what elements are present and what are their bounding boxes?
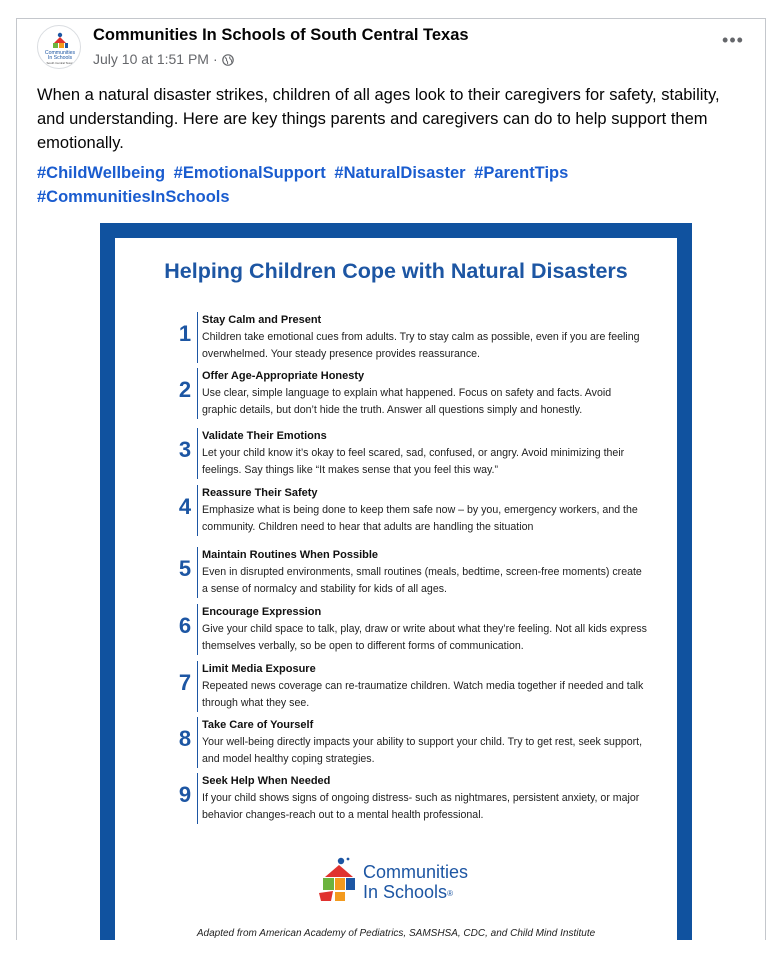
tip-content: [197, 604, 647, 655]
tip-content: [197, 428, 647, 479]
registered-mark: ®: [447, 888, 453, 898]
tip-item: [175, 312, 645, 358]
tip-item: [175, 717, 645, 763]
tip-text: Your well-being directly impacts your ability to support your child. Try to get rest, seek support, and model healthy coping strategies.: [202, 736, 643, 765]
tip-item: [175, 773, 645, 819]
tip-heading: Limit Media Exposure: [202, 663, 316, 675]
cis-house-icon: [315, 855, 361, 905]
hashtag-link[interactable]: #CommunitiesInSchools: [37, 188, 230, 206]
hashtag-list: [37, 161, 747, 209]
tip-text: Children take emotional cues from adults. Try to stay calm as possible, even if you are feeling overwhelmed. Your steady presence provides reassurance.: [202, 331, 640, 360]
tip-text: Emphasize what is being done to keep them safe now – by you, emergency workers, and the community. Children need to hear that adults are handling the situation: [202, 504, 638, 533]
svg-text:In Schools: In Schools: [47, 55, 73, 61]
infographic-panel: [115, 238, 677, 940]
tip-item: [175, 604, 645, 650]
more-options-button[interactable]: •••: [722, 30, 744, 50]
post-image[interactable]: [100, 223, 692, 940]
post-card: [16, 18, 766, 940]
post-header: [17, 19, 765, 81]
globe-icon[interactable]: [222, 53, 234, 65]
tip-heading: Take Care of Yourself: [202, 719, 314, 731]
page-name-link[interactable]: Communities In Schools of South Central Texas: [93, 26, 469, 44]
hashtag-link[interactable]: #EmotionalSupport: [173, 164, 326, 182]
post-meta: [93, 51, 234, 67]
post-text: When a natural disaster strikes, children of all ages look to their caregivers for safety, stability, and understanding. Here are key things parents and caregivers can do to help support them emotionally.: [37, 86, 720, 152]
post-timestamp[interactable]: July 10 at 1:51 PM: [93, 51, 209, 67]
tip-heading: Offer Age-Appropriate Honesty: [202, 370, 365, 382]
tip-item: [175, 428, 645, 474]
tip-content: [197, 485, 647, 536]
cis-logo-line2: In Schools®: [363, 882, 453, 902]
infographic-source: Adapted from American Academy of Pediatrics, SAMSHSA, CDC, and Child Mind Institute: [196, 928, 596, 939]
tip-text: Repeated news coverage can re-traumatize children. Watch media together if needed and talk through what they see.: [202, 680, 644, 709]
tip-number: 5: [178, 556, 192, 581]
svg-text:South Central Texas: South Central Texas: [46, 61, 74, 65]
infographic-title: Helping Children Cope with Natural Disasters: [164, 259, 628, 283]
tip-text: Use clear, simple language to explain what happened. Focus on safety and facts. Avoid graphic details, but don’t hide the truth. Answer all questions simply and honestly.: [202, 387, 612, 416]
tip-number: 6: [178, 613, 192, 638]
cis-logo-icon: [38, 26, 81, 69]
tip-heading: Maintain Routines When Possible: [202, 549, 379, 561]
tip-number: 4: [178, 494, 192, 519]
tip-content: [197, 547, 647, 598]
tip-heading: Encourage Expression: [202, 606, 322, 618]
tip-item: [175, 547, 645, 593]
tip-number: 3: [178, 437, 192, 462]
tip-item: [175, 661, 645, 707]
tip-heading: Validate Their Emotions: [202, 430, 327, 442]
svg-text:Communities: Communities: [44, 50, 76, 56]
tip-content: [197, 773, 647, 824]
tip-number: 2: [178, 377, 192, 402]
tip-text: If your child shows signs of ongoing distress- such as nightmares, persistent anxiety, or major behavior changes-reach out to a mental health professional.: [202, 792, 640, 821]
tip-heading: Stay Calm and Present: [202, 314, 322, 326]
tip-number: 7: [178, 670, 192, 695]
page-avatar[interactable]: [37, 25, 81, 69]
tip-number: 8: [178, 726, 192, 751]
tip-number: 9: [178, 782, 192, 807]
tip-heading: Seek Help When Needed: [202, 775, 331, 787]
cis-logo: [315, 855, 485, 911]
cis-logo-line1: Communities: [363, 862, 469, 882]
meta-separator: ·: [212, 51, 218, 67]
hashtag-link[interactable]: #ChildWellbeing: [37, 164, 166, 182]
tip-content: [197, 661, 647, 712]
tip-heading: Reassure Their Safety: [202, 487, 318, 499]
hashtag-link[interactable]: #ParentTips: [474, 164, 569, 182]
tip-text: Give your child space to talk, play, draw or write about what they’re feeling. Not all kids express themselves verbally, so be open to different forms of communication.: [202, 623, 647, 652]
tip-content: [197, 717, 647, 768]
tip-item: [175, 485, 645, 531]
hashtag-link[interactable]: #NaturalDisaster: [334, 164, 466, 182]
tip-text: Even in disrupted environments, small routines (meals, bedtime, screen-free moments) create a sense of normalcy and stability for kids of all ages.: [202, 566, 642, 595]
tip-content: [197, 312, 647, 363]
tip-content: [197, 368, 647, 419]
tip-item: [175, 368, 645, 414]
tip-text: Let your child know it’s okay to feel scared, sad, confused, or angry. Avoid minimizing their feelings. Say things like “It makes sense that you feel this way.”: [202, 447, 625, 476]
tip-number: 1: [178, 321, 192, 346]
